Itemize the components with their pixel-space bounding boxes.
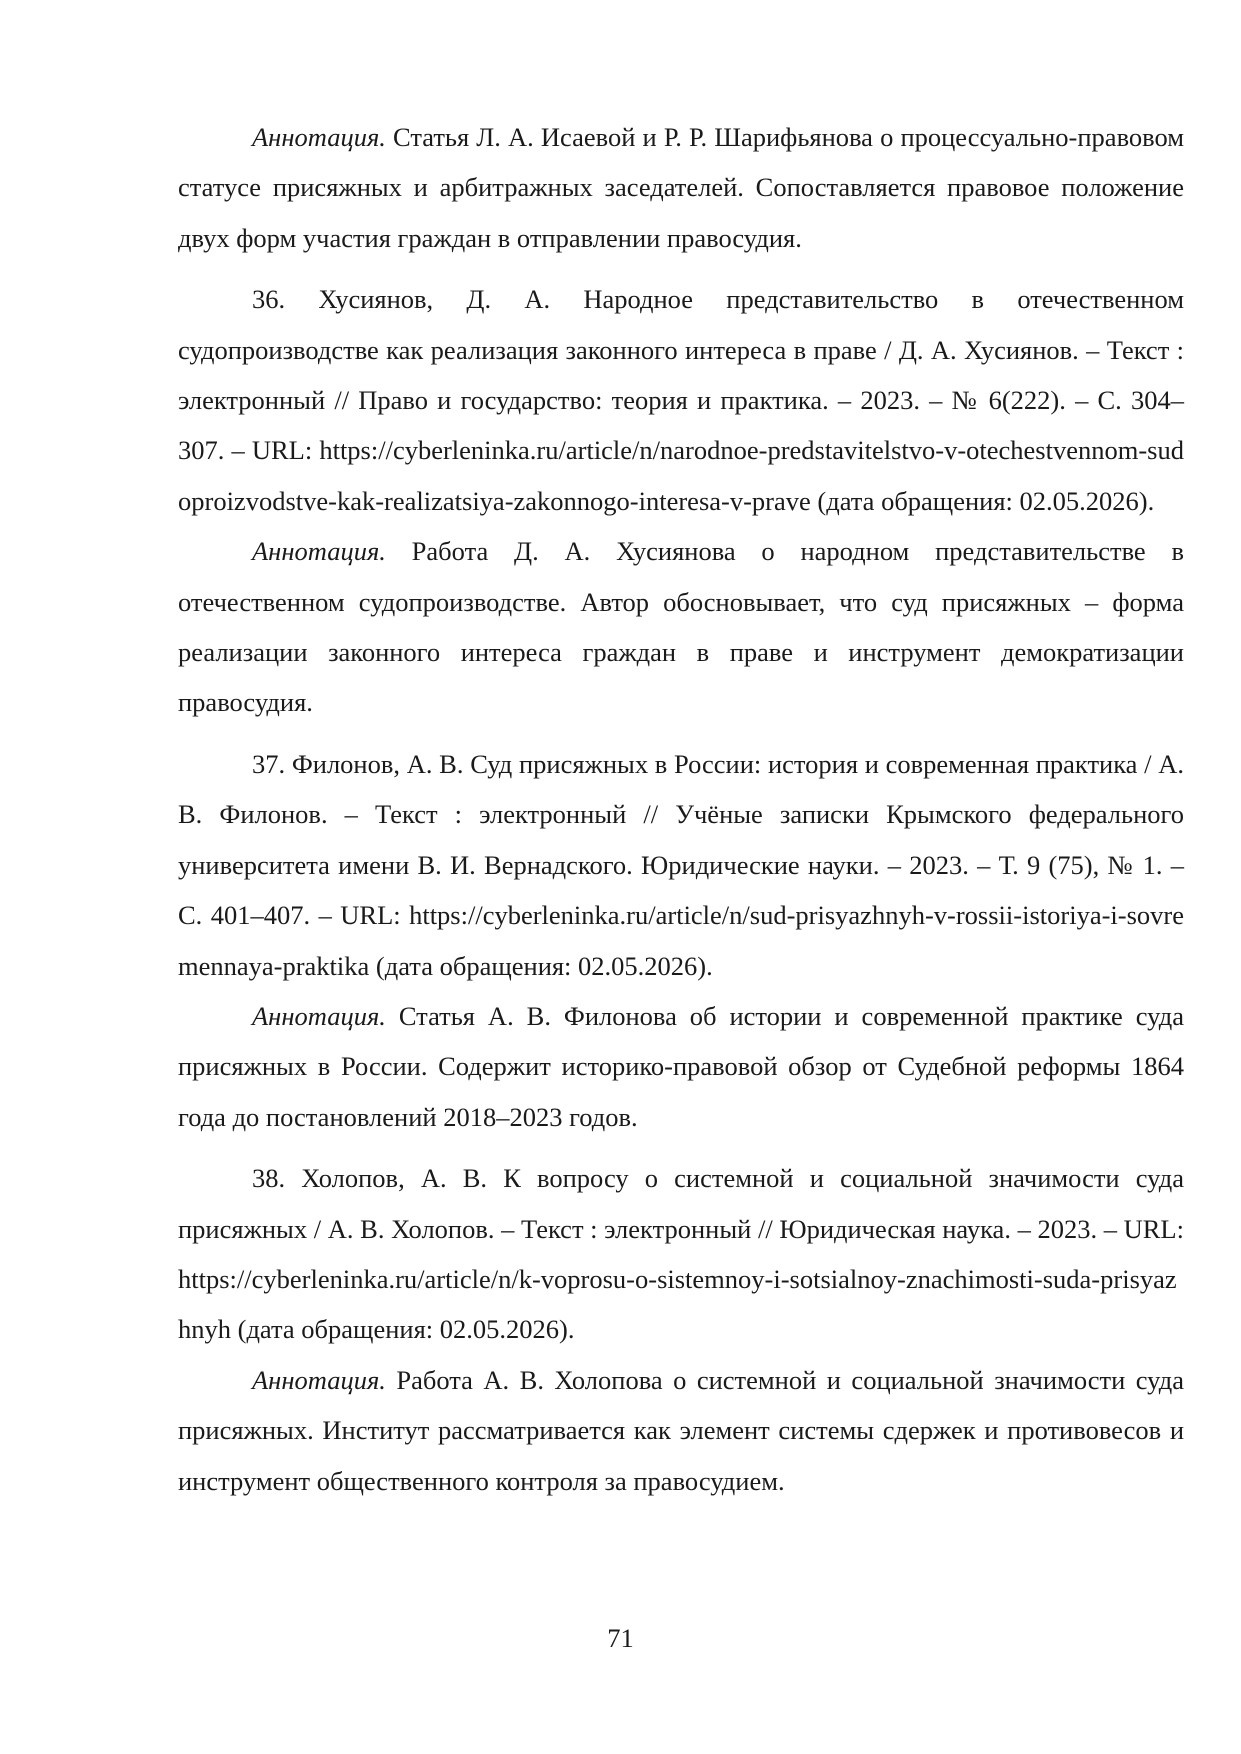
reference-text: 36. Хусиянов, Д. А. Народное представительство в отечественном судопроизводстве как реализация законного интереса в праве / Д. А. Хусиянов. – Текст : электронный // Право и государство: теория и практика. – 2023. – № 6(222). – С. 304–307. – URL: — [178, 284, 1184, 466]
reference-url[interactable]: https://cyberleninka.ru/article/n/sud-prisyazhnyh-v-rossii-istoriya-i-sovremennaya-praktika — [178, 900, 1184, 981]
annotation-paragraph — [178, 1355, 1184, 1506]
page-body — [178, 112, 1184, 1506]
reference-entry — [178, 274, 1184, 526]
annotation-label: Аннотация. — [252, 536, 386, 567]
annotation-paragraph — [178, 991, 1184, 1142]
reference-text: 37. Филонов, А. В. Суд присяжных в России: история и современная практика / А. В. Филонов. – Текст : электронный // Учёные записки Крымского федерального университета имени В. И. Вернадского. Юридические науки. – 2023. – Т. 9 (75), № 1. – С. 401–407. – URL: — [178, 748, 1184, 931]
reference-url[interactable]: https://cyberleninka.ru/article/n/narodnoe-predstavitelstvo-v-otechestvennom-sudoproizvodstve-kak-realizatsiya-zakonnogo-interesa-v-prave — [178, 435, 1184, 516]
reference-access-date: (дата обращения: 02.05.2026). — [369, 950, 713, 981]
annotation-paragraph — [178, 112, 1184, 263]
annotation-text: Статья Л. А. Исаевой и Р. Р. Шарифьянова о процессуально-правовом статусе присяжных и арбитражных заседателей. Сопоставляется правовое положение двух форм участия граждан в отправлении правосудия. — [178, 122, 1184, 253]
annotation-paragraph — [178, 526, 1184, 728]
annotation-label: Аннотация. — [252, 122, 386, 152]
reference-entry — [178, 1153, 1184, 1355]
reference-entry — [178, 739, 1184, 991]
annotation-text: Статья А. В. Филонова об истории и современной практике суда присяжных в России. Содержит историко-правовой обзор от Судебной реформы 1864 года до постановлений 2018–2023 годов. — [178, 1000, 1184, 1132]
annotation-text: Работа Д. А. Хусиянова о народном представительстве в отечественном судопроизводстве. Автор обосновывает, что суд присяжных – форма реализации законного интереса граждан в праве и инструмент демократизации правосудия. — [178, 536, 1184, 718]
reference-text: 38. Холопов, А. В. К вопросу о системной и социальной значимости суда присяжных / А. В. Холопов. – Текст : электронный // Юридическая наука. – 2023. – URL: — [178, 1163, 1184, 1244]
reference-access-date: (дата обращения: 02.05.2026). — [231, 1314, 575, 1345]
annotation-label: Аннотация. — [252, 1000, 386, 1031]
annotation-text: Работа А. В. Холопова о системной и социальной значимости суда присяжных. Институт рассматривается как элемент системы сдержек и противовесов и инструмент общественного контроля за правосудием. — [178, 1364, 1184, 1496]
reference-url[interactable]: https://cyberleninka.ru/article/n/k-voprosu-o-sistemnoy-i-sotsialnoy-znachimosti-suda-prisyazhnyh — [178, 1263, 1177, 1345]
page-number: 71 — [607, 1623, 634, 1653]
reference-access-date: (дата обращения: 02.05.2026). — [810, 485, 1155, 516]
annotation-label: Аннотация. — [252, 1364, 386, 1395]
